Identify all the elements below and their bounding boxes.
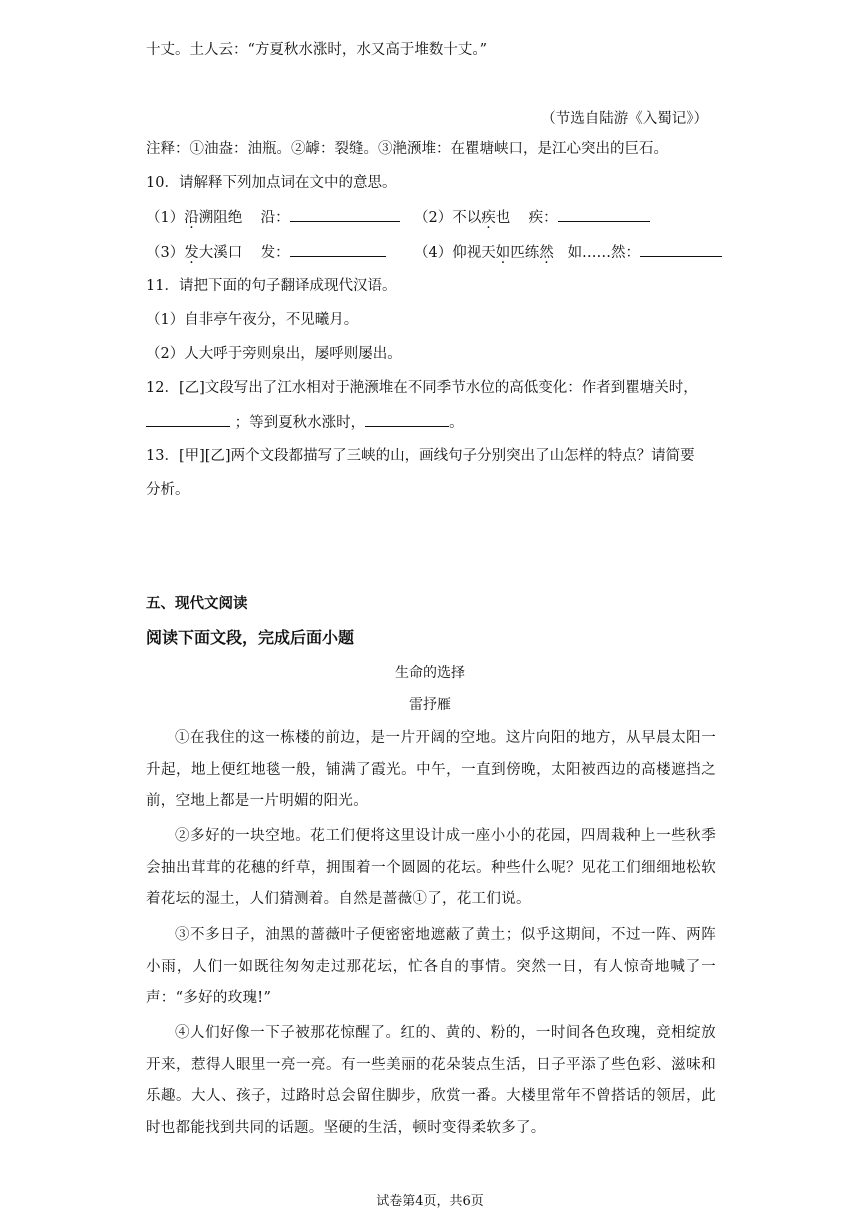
continued-text: 十丈。土人云：“方夏秋水涨时，水又高于堆数十丈。” (146, 42, 488, 58)
article-title: 生命的选择 (395, 665, 465, 681)
answer-blank[interactable] (558, 207, 650, 222)
article-author: 雷抒雁 (409, 697, 451, 713)
q10-item-4: （4）仰视天如匹练然 如……然： (414, 242, 722, 263)
q10-item-2: （2）不以疾也 疾： (414, 207, 650, 228)
answer-blank[interactable] (365, 412, 449, 427)
answer-blank[interactable] (640, 242, 722, 257)
paragraph-1: ①在我住的这一栋楼的前边，是一片开阔的空地。这片向阳的地方，从早晨太阳一升起，地上便红地毯一般，铺满了霞光。中午，一直到傍晚，太阳被西边的高楼遮挡之前，空地上都是一片明媚的阳光。 (146, 730, 716, 810)
q10-item-3: （3）发大溪口 发： (146, 242, 386, 263)
answer-blank[interactable] (146, 412, 230, 427)
q10-stem: 10．请解释下列加点词在文中的意思。 (146, 175, 397, 191)
paragraph-3: ③不多日子，油黑的蔷薇叶子便密密地遮蔽了黄土；似乎这期间，不过一阵、两阵小雨，人们一如既往匆匆走过那花坛，忙各自的事情。突然一日，有人惊奇地喊了一声：“多好的玫瑰!” (146, 927, 716, 1007)
q13-line-1: 13．[甲][乙]两个文段都描写了三峡的山，画线句子分别突出了山怎样的特点？请简要 (146, 448, 695, 464)
q10-item-1: （1）沿溯阻绝 沿： (146, 207, 400, 228)
q13-line-2: 分析。 (146, 482, 190, 498)
section-title: 五、现代文阅读 (146, 596, 248, 612)
answer-blank[interactable] (290, 242, 386, 257)
source-note: （节选自陆游《入蜀记》） (541, 111, 708, 127)
q12-stem: 12．[乙]文段写出了江水相对于滟滪堆在不同季节水位的高低变化：作者到瞿塘关时， (146, 380, 698, 396)
q12-blanks: ；等到夏秋水涨时， 。 (146, 412, 464, 433)
annotation: 注释：①油盎：油瓶。②罅：裂缝。③滟滪堆：在瞿塘峡口，是江心突出的巨石。 (146, 141, 668, 157)
reading-instruction: 阅读下面文段，完成后面小题 (146, 628, 355, 647)
paragraph-2: ②多好的一块空地。花工们便将这里设计成一座小小的花园，四周栽种上一些秋季会抽出茸茸的花穗的纤草，拥围着一个圆圆的花坛。种些什么呢？见花工们细细地松软着花坛的湿土，人们猜测着。自然是蔷薇①了，花工们说。 (146, 828, 716, 908)
q11-item-2: （2）人大呼于旁则泉出，屡呼则屡出。 (146, 346, 402, 362)
q11-stem: 11．请把下面的句子翻译成现代汉语。 (146, 278, 397, 294)
page-footer: 试卷第4页，共6页 (376, 1194, 484, 1209)
answer-blank[interactable] (290, 207, 400, 222)
q11-item-1: （1）自非亭午夜分，不见曦月。 (146, 312, 359, 328)
paragraph-4: ④人们好像一下子被那花惊醒了。红的、黄的、粉的，一时间各色玫瑰，竞相绽放开来，惹得人眼里一亮一亮。有一些美丽的花朵装点生活，日子平添了些色彩、滋味和乐趣。大人、孩子，过路时总会留住脚步，欣赏一番。大楼里常年不曾搭话的领居，此时也都能找到共同的话题。坚硬的生活，顿时变得柔软多了。 (146, 1025, 716, 1136)
